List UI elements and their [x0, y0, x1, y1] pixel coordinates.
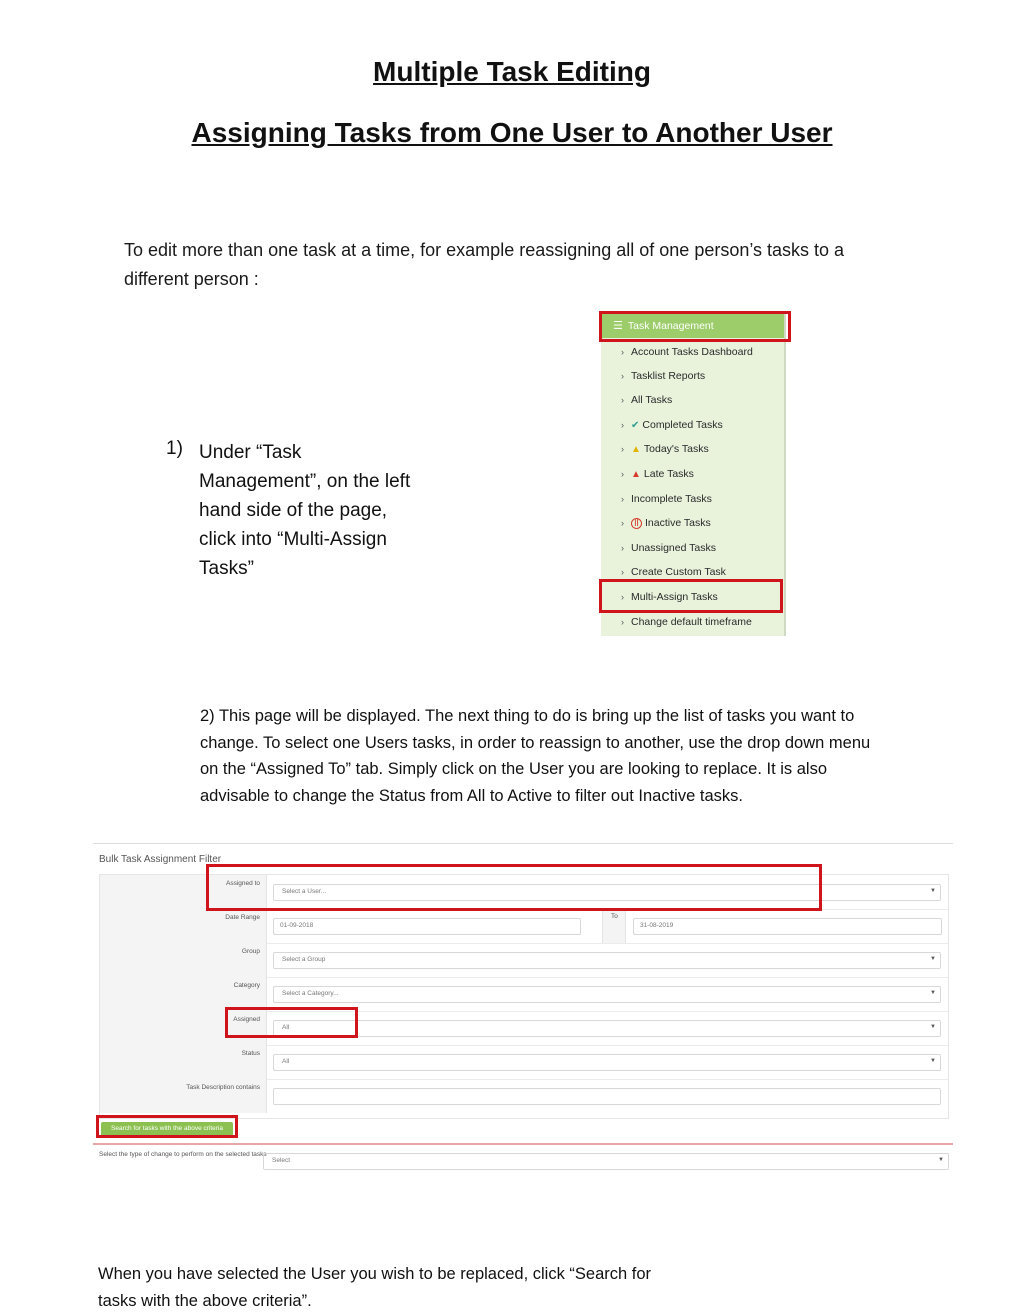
assigned-value: All	[282, 1024, 290, 1031]
group-label: Group	[241, 948, 260, 955]
date-to-input[interactable]	[633, 918, 942, 935]
date-range-label: Date Range	[225, 914, 260, 921]
chevron-right-icon: ›	[621, 518, 624, 528]
warning-yellow-icon: ▲	[631, 444, 641, 455]
menu-item-label: All Tasks	[631, 394, 673, 406]
chevron-right-icon: ›	[621, 444, 624, 454]
chevron-right-icon: ›	[621, 543, 624, 553]
chevron-right-icon: ›	[621, 371, 624, 381]
step-1-number: 1)	[166, 438, 183, 459]
dropdown-arrow-icon: ▼	[930, 1058, 936, 1064]
menu-item-inactive-tasks[interactable]	[621, 515, 711, 531]
closing-paragraph: When you have selected the User you wish to be replaced, click “Search for tasks with the above criteria”.	[98, 1265, 652, 1310]
chevron-right-icon: ›	[621, 395, 624, 405]
chevron-right-icon: ›	[621, 469, 624, 479]
warning-red-icon: ▲	[631, 469, 641, 480]
menu-item-all-tasks[interactable]	[621, 392, 672, 408]
menu-item-late-tasks[interactable]	[621, 466, 694, 482]
change-type-label: Select the type of change to perform on the selected tasks	[99, 1151, 267, 1158]
change-type-select[interactable]	[263, 1153, 949, 1170]
task-description-input[interactable]	[273, 1088, 941, 1105]
menu-item-label: Multi-Assign Tasks	[631, 591, 718, 603]
status-label: Status	[241, 1050, 260, 1057]
status-value: All	[282, 1058, 290, 1065]
row-status	[100, 1045, 948, 1080]
menu-header-label: Task Management	[627, 320, 714, 332]
highlight-assigned	[225, 1007, 358, 1038]
category-select[interactable]	[273, 986, 941, 1003]
assigned-to-label: Assigned to	[226, 880, 260, 887]
page-subtitle: Assigning Tasks from One User to Another User	[191, 117, 833, 148]
menu-item-label: Change default timeframe	[631, 616, 752, 628]
menu-item-todays-tasks[interactable]	[621, 441, 709, 457]
group-select[interactable]	[273, 952, 941, 969]
assigned-label: Assigned	[233, 1016, 260, 1023]
dropdown-arrow-icon: ▼	[930, 888, 936, 894]
menu-item-create-custom-task[interactable]	[621, 564, 726, 580]
menu-item-account-tasks-dashboard[interactable]	[621, 344, 753, 360]
menu-item-label: Unassigned Tasks	[631, 542, 717, 554]
category-label: Category	[233, 982, 260, 989]
chevron-right-icon: ›	[621, 420, 624, 430]
date-from-value: 01-09-2018	[280, 922, 314, 929]
chevron-right-icon: ›	[621, 494, 624, 504]
task-description-label: Task Description contains	[186, 1084, 260, 1091]
highlight-assigned-to	[206, 864, 822, 911]
menu-item-label: Account Tasks Dashboard	[631, 346, 753, 358]
chevron-right-icon: ›	[621, 567, 624, 577]
menu-item-label: Tasklist Reports	[631, 370, 706, 382]
dropdown-arrow-icon: ▼	[930, 956, 936, 962]
page-title: Multiple Task Editing	[373, 56, 651, 87]
menu-item-label: Inactive Tasks	[645, 517, 711, 529]
date-from-input[interactable]	[273, 918, 581, 935]
menu-item-unassigned-tasks[interactable]	[621, 540, 716, 556]
row-task-description	[100, 1079, 948, 1113]
menu-item-change-default-timeframe[interactable]	[621, 614, 752, 630]
dropdown-arrow-icon: ▼	[930, 990, 936, 996]
menu-item-completed-tasks[interactable]	[621, 417, 723, 433]
highlight-task-management	[599, 311, 791, 342]
category-value: Select a Category...	[282, 990, 339, 997]
highlight-search-button	[96, 1115, 238, 1138]
menu-item-label: Late Tasks	[643, 468, 694, 480]
status-select[interactable]	[273, 1054, 941, 1071]
group-value: Select a Group	[282, 956, 326, 963]
step-2-text: 2) This page will be displayed. The next thing to do is bring up the list of tasks you want to change. To select one Users tasks, in order to reassign to another, use the drop down menu on the “Assigned To” tab. Simply click on the User you are looking to replace. It is also advisable to change the Status from All to Active to filter out Inactive tasks.	[200, 707, 871, 805]
date-to-label: To	[611, 913, 618, 920]
menu-item-label: Incomplete Tasks	[631, 493, 712, 505]
date-to-value: 31-08-2019	[640, 922, 674, 929]
dropdown-arrow-icon: ▼	[938, 1157, 944, 1163]
chevron-right-icon: ›	[621, 617, 624, 627]
menu-item-label: Completed Tasks	[642, 419, 723, 431]
menu-item-tasklist-reports[interactable]	[621, 368, 705, 384]
form-title: Bulk Task Assignment Filter	[99, 854, 222, 865]
chevron-right-icon: ›	[621, 347, 624, 357]
step-1-text: Under “Task Management”, on the left hand side of the page, click into “Multi-Assign Tasks”	[199, 442, 411, 579]
chevron-right-icon: ›	[621, 592, 624, 602]
row-group	[100, 943, 948, 978]
intro-paragraph: To edit more than one task at a time, for example reassigning all of one person’s tasks to a different person :	[124, 240, 845, 289]
highlight-multi-assign-tasks	[599, 579, 783, 613]
menu-item-incomplete-tasks[interactable]	[621, 491, 712, 507]
divider	[93, 1143, 953, 1145]
dropdown-arrow-icon: ▼	[930, 1024, 936, 1030]
search-tasks-button[interactable]: Search for tasks with the above criteria	[101, 1122, 233, 1136]
menu-item-label: Today's Tasks	[643, 443, 709, 455]
assigned-select[interactable]	[273, 1020, 941, 1037]
menu-item-label: Create Custom Task	[631, 566, 726, 578]
check-icon: ✔	[631, 420, 640, 431]
pause-icon: ll	[631, 518, 642, 529]
row-change-type	[93, 1147, 953, 1181]
row-date-range	[100, 909, 948, 944]
change-type-value: Select	[272, 1157, 291, 1164]
list-icon: ☰	[613, 320, 623, 332]
assigned-to-value: Select a User...	[282, 888, 327, 895]
